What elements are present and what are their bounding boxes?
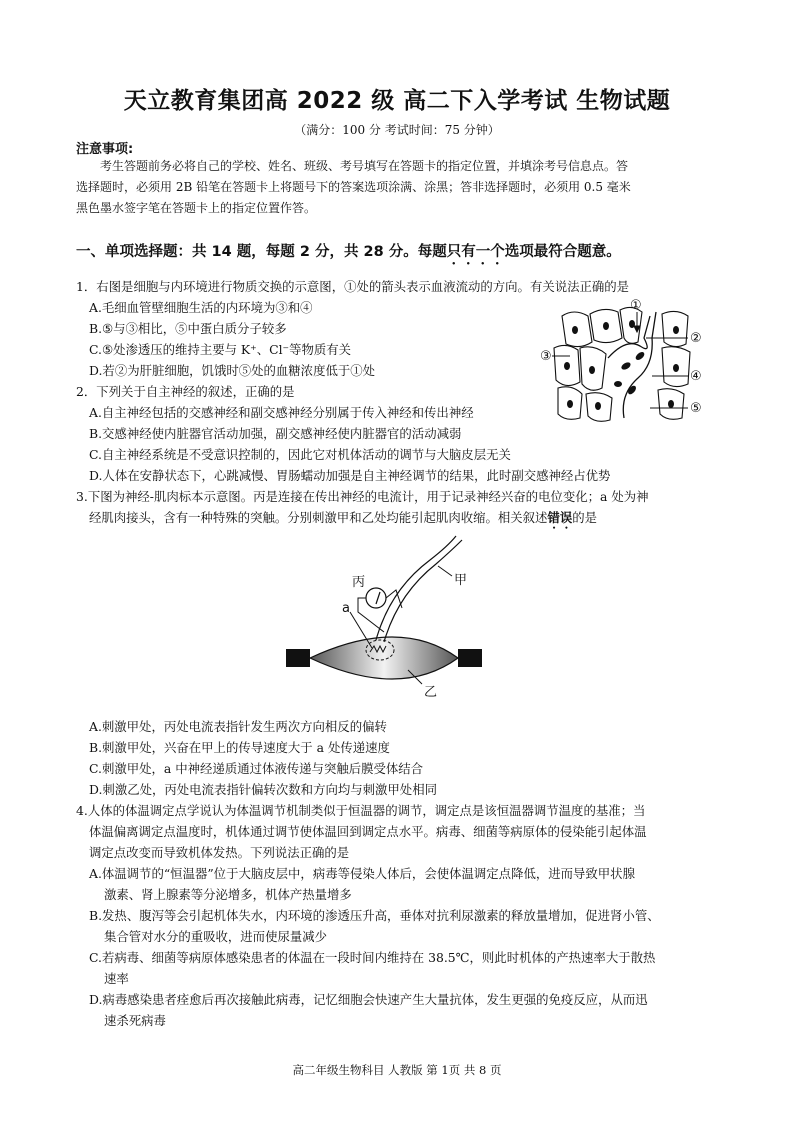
page-title: 天立教育集团高 2022 级 高二下入学考试 生物试题: [123, 88, 671, 114]
blood-cell: [620, 361, 632, 371]
nerve-fiber: [376, 536, 456, 640]
fig1-label-1: ①: [630, 298, 642, 313]
q3-stem-line2: [89, 507, 597, 532]
q4-option-d-line2: 速杀死病毒: [104, 1013, 166, 1028]
q1-option-b: B.⑤与③相比，⑤中蛋白质分子较多: [89, 321, 287, 336]
q4-option-b-line1: B.发热、腹泻等会引起机体失水，内环境的渗透压升高，垂体对抗利尿激素的释放量增加，促进肾小管、: [89, 908, 660, 923]
notice-line: 黑色墨水签字笔在答题卡上的指定位置作答。: [76, 201, 317, 215]
q4-option-d-line1: D.病毒感染患者痊愈后再次接触此病毒，记忆细胞会快速产生大量抗体，发生更强的免疫反应，从而迅: [89, 992, 648, 1007]
fig1-label-5: ⑤: [690, 401, 702, 416]
fig1-label-2: ②: [690, 331, 702, 346]
q3-stem-emphasis: 错误: [547, 510, 573, 525]
q3-option-a: A.刺激甲处，丙处电流表指针发生两次方向相反的偏转: [89, 719, 387, 734]
q3-nerve-muscle-diagram: [280, 530, 520, 700]
notice-line: 考生答题前务必将自己的学校、姓名、班级、考号填写在答题卡的指定位置，并填涂考号信息点。答: [100, 159, 629, 173]
q1-cell-diagram: [540, 298, 720, 424]
q4-option-a-line2: 激素、肾上腺素等分泌增多，机体产热量增多: [104, 887, 352, 902]
muscle: [310, 637, 458, 679]
cell-nucleus: [668, 400, 674, 408]
q1-stem: 1．右图是细胞与内环境进行物质交换的示意图，①处的箭头表示血液流动的方向。有关说法正确的是: [76, 279, 630, 294]
q3-option-d: D.刺激乙处，丙处电流表指针偏转次数和方向均与刺激甲处相同: [89, 782, 437, 797]
page-footer: 高二年级生物科目 人教版 第 1页 共 8 页: [292, 1063, 502, 1077]
cell-nucleus: [564, 362, 570, 370]
blood-cell: [614, 381, 622, 387]
cell-nucleus: [567, 400, 573, 408]
cell-nucleus: [589, 366, 595, 374]
cell-nucleus: [603, 322, 609, 330]
blood-cell: [634, 350, 646, 361]
q3-option-b: B.刺激甲处，兴奋在甲上的传导速度大于 a 处传递速度: [89, 740, 390, 755]
q1-option-c: C.⑤处渗透压的维持主要与 K⁺、Cl⁻等物质有关: [89, 342, 352, 357]
q4-option-b-line2: 集合管对水分的重吸收，进而使尿量减少: [104, 929, 328, 944]
fig3-label-a: a: [342, 601, 350, 616]
section-heading-emphasis: 只有一个: [446, 244, 505, 260]
q3-stem-line2-prefix: 经肌肉接头，含有一种特殊的突触。分别刺激甲和乙处均能引起肌肉收缩。相关叙述: [89, 510, 548, 525]
fig3-label-jia: 甲: [454, 573, 468, 588]
q4-option-c-line2: 速率: [104, 971, 129, 986]
q2-option-c: C.自主神经系统是不受意识控制的，因此它对机体活动的调节与大脑皮层无关: [89, 447, 511, 462]
q3-option-c: C.刺激甲处，a 中神经递质通过体液传递与突触后膜受体结合: [89, 761, 424, 776]
q3-stem-line2-suffix: 的是: [572, 510, 598, 525]
capillary-wall: [608, 316, 650, 358]
page-subtitle: （满分：100 分 考试时间：75 分钟）: [294, 123, 500, 137]
fig1-label-3: ③: [540, 349, 552, 364]
q4-stem-line3: 调定点改变而导致机体发热。下列说法正确的是: [89, 845, 350, 860]
section-heading: [76, 240, 621, 268]
fig3-label-bing: 丙: [352, 575, 366, 590]
fig1-label-4: ④: [690, 369, 702, 384]
cell-nucleus: [572, 326, 578, 334]
cell-nucleus: [673, 326, 679, 334]
q4-option-a-line1: A.体温调节的“恒温器”位于大脑皮层中，病毒等侵染人体后，会使体温调定点降低，进而导致甲状腺: [89, 866, 635, 881]
q1-option-d: D.若②为肝脏细胞，饥饿时⑤处的血糖浓度低于①处: [89, 363, 376, 378]
section-heading-suffix: 选项最符合题意。: [504, 244, 621, 260]
q4-option-c-line1: C.若病毒、细菌等病原体感染患者的体温在一段时间内维持在 38.5℃，则此时机体的产热速率大于散热: [89, 950, 656, 965]
cell-nucleus: [673, 364, 679, 372]
fig3-label-yi: 乙: [424, 685, 438, 700]
cell-nucleus: [595, 402, 601, 410]
q2-option-b: B.交感神经使内脏器官活动加强，副交感神经使内脏器官的活动减弱: [89, 426, 462, 441]
q2-option-d: D.人体在安静状态下，心跳减慢、胃肠蠕动加强是自主神经调节的结果，此时副交感神经占优势: [89, 468, 611, 483]
notice-heading: 注意事项:: [76, 142, 134, 157]
muscle-tendon-left: [286, 649, 310, 667]
q4-stem-line2: 体温偏离调定点温度时，机体通过调节使体温回到调定点水平。病毒、细菌等病原体的侵染能引起体温: [89, 824, 647, 839]
notice-line: 选择题时，必须用 2B 铅笔在答题卡上将题号下的答案选项涂满、涂黑；答非选择题时，必须用 0.5 毫米: [76, 180, 631, 194]
nerve-fiber: [384, 540, 462, 642]
q2-stem: 2．下列关于自主神经的叙述，正确的是: [76, 384, 295, 399]
section-heading-prefix: 一、单项选择题：共 14 题，每题 2 分，共 28 分。每题: [76, 244, 447, 260]
q2-option-a: A.自主神经包括的交感神经和副交感神经分别属于传入神经和传出神经: [89, 405, 474, 420]
notice-body: [76, 156, 720, 219]
q4-stem-line1: 4.人体的体温调定点学说认为体温调节机制类似于恒温器的调节，调定点是该恒温器调节温度的基准；当: [76, 803, 646, 818]
galvanometer: [366, 588, 386, 608]
q3-stem-line1: 3.下图为神经-肌肉标本示意图。丙是连接在传出神经的电流计，用于记录神经兴奋的电位变化；a 处为神: [76, 489, 649, 504]
muscle-tendon-right: [458, 649, 482, 667]
q1-option-a: A.毛细血管壁细胞生活的内环境为③和④: [89, 300, 313, 315]
